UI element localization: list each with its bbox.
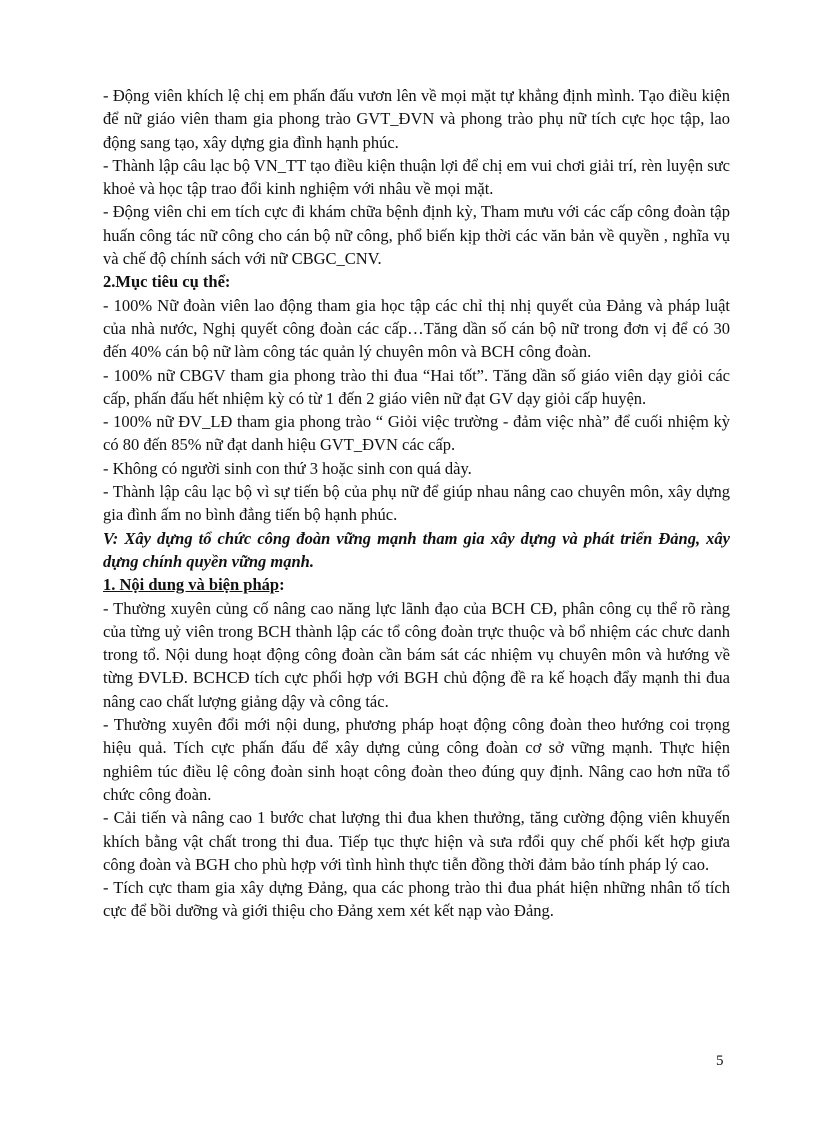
paragraph-goal-third-child: - Không có người sinh con thứ 3 hoặc sinh con quá dày. [103, 458, 472, 478]
heading-content-measures [103, 573, 730, 596]
paragraph-encourage-women: - Động viên khích lệ chị em phấn đấu vươn lên về mọi mặt tự khẳng định mình. Tạo điều kiện để nữ giáo viên tham gia phong trào GVT_ĐVN và phong trào phụ nữ tích cực học tập, lao động sang tạo, xây dựng gia đình hạnh phúc. [103, 86, 730, 152]
page-number: 5 [716, 1053, 724, 1069]
paragraph-goal-study: - 100% Nữ đoàn viên lao động tham gia học tập các chỉ thị nhị quyết của Đảng và pháp luật của nhà nước, Nghị quyết công đoàn các cấp…Tăng dần số cán bộ nữ trong đơn vị để có 30 đến 40% cán bộ nữ làm công tác quản lý chuyên môn và BCH công đoàn. [103, 295, 730, 362]
section-title-v: V: Xây dựng tổ chức công đoàn vững mạnh tham gia xây dựng và phát triển Đảng, xây dựng chính quyền vững mạnh. [103, 528, 730, 571]
paragraph-club-vn-tt: - Thành lập câu lạc bộ VN_TT tạo điều kiện thuận lợi để chị em vui chơi giải trí, rèn luyện sưc khoẻ và học tập trao đổi kinh nghiệm với nhâu về mọi mặt. [103, 155, 730, 199]
document-body [103, 84, 730, 923]
heading-specific-goals: 2.Mục tiêu cụ thể: [103, 272, 231, 292]
paragraph-leadership: - Thường xuyên củng cố nâng cao năng lực lãnh đạo của BCH CĐ, phân công cụ thể rõ ràng của từng uỷ viên trong BCH thành lập các tổ công đoàn trực thuộc và bổ nhiệm các chưc danh trong tổ. Nội dung hoạt động công đoàn cần bám sát các nhiệm vụ chuyên môn và hướng về từng ĐVLĐ. BCHCĐ tích cực phối hợp với BGH chủ động đề ra kế hoạch đẩy mạnh thi đua nâng cao chất lượng giảng dậy và công tác. [103, 598, 730, 711]
paragraph-innovation: - Thường xuyên đổi mới nội dung, phương pháp hoạt động công đoàn theo hướng coi trọng hiệu quả. Tích cực phấn đấu để xây dựng củng công đoàn cơ sở vững mạnh. Thực hiện nghiêm túc điều lệ công đoàn sinh hoạt công đoàn theo đúng quy định. Nâng cao hơn nữa tổ chức công đoàn. [103, 715, 730, 804]
heading-content-measures-text: 1. Nội dung và biện pháp [103, 575, 280, 595]
paragraph-health-checkup: - Động viên chi em tích cực đi khám chữa bệnh định kỳ, Tham mưu với các cấp công đoàn tập huấn công tác nữ công cho cán bộ nữ công, phổ biến kịp thời các văn bản về quyền , nghĩa vụ và chế độ chính sách với nữ CBGC_CNV. [103, 202, 730, 269]
paragraph-emulation: - Cải tiến và nâng cao 1 bước chat lượng thi đua khen thưởng, tăng cường động viên khuyến khích bằng vật chất trong thi đua. Tiếp tục thực hiện và sưa rđổi quy chế phối kết hợp giưa công đoàn và BGH cho phù hợp với tình hình thực tiễn đồng thời đảm bảo tính pháp lý cao. [103, 808, 730, 874]
heading-content-measures-colon: : [279, 575, 285, 595]
paragraph-goal-progress-club: - Thành lập câu lạc bộ vì sự tiến bộ của phụ nữ để giúp nhau nâng cao chuyên môn, xây dựng gia đình ấm no bình đẳng tiến bộ hạnh phúc. [103, 482, 730, 525]
paragraph-party-building: - Tích cực tham gia xây dựng Đảng, qua các phong trào thi đua phát hiện những nhân tố tích cực để bồi dưỡng và giới thiệu cho Đảng xem xét kết nạp vào Đảng. [103, 878, 730, 921]
paragraph-goal-school-home: - 100% nữ ĐV_LĐ tham gia phong trào “ Giỏi việc trường - đảm việc nhà” để cuối nhiệm kỳ có 80 đến 85% nữ đạt danh hiệu GVT_ĐVN các cấp. [103, 412, 730, 455]
paragraph-goal-two-good: - 100% nữ CBGV tham gia phong trào thi đua “Hai tốt”. Tăng dần số giáo viên dạy giỏi các cấp, phấn đấu hết nhiệm kỳ có từ 1 đến 2 giáo viên nữ đạt GV dạy giỏi cấp huyện. [103, 365, 730, 408]
